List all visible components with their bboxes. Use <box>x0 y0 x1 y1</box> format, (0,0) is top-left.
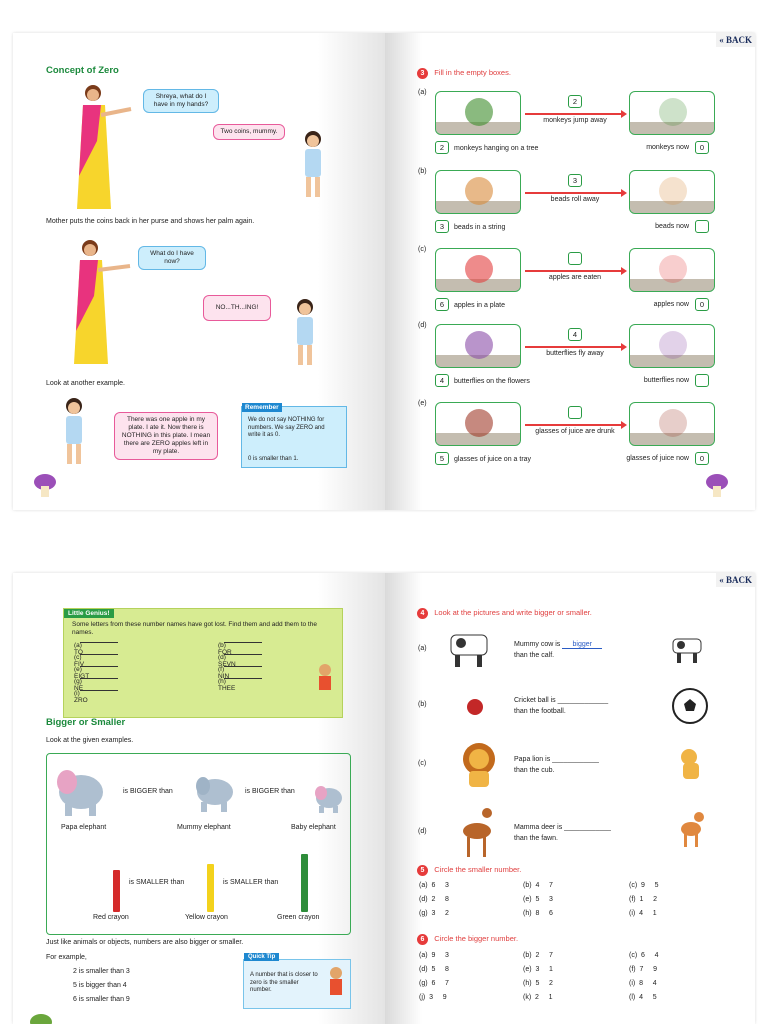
number-pair[interactable]: (i) 8 4 <box>629 980 657 987</box>
arrow-line <box>525 113 623 115</box>
question-number: 5 <box>417 865 428 876</box>
cricket-ball-icon <box>465 697 485 717</box>
boy-illustration <box>315 663 335 693</box>
right-text: monkeys now <box>646 144 689 151</box>
middle-number[interactable]: 2 <box>568 95 582 108</box>
blank-line[interactable] <box>80 654 118 655</box>
bigger-label-1: is BIGGER than <box>123 788 173 795</box>
number-pair[interactable]: (h) 8 6 <box>523 910 553 917</box>
mother-illustration <box>71 81 141 213</box>
question-4-header <box>417 608 592 619</box>
fawn-icon <box>675 807 707 849</box>
left-picture-panel <box>435 248 521 292</box>
action-text: butterflies fly away <box>546 350 604 357</box>
answer-field[interactable]: bigger <box>562 641 602 649</box>
middle-number[interactable]: 3 <box>568 174 582 187</box>
green-crayon-icon <box>301 854 308 912</box>
left-count <box>435 452 531 465</box>
question-line-2: than the fawn. <box>514 835 558 842</box>
right-count <box>695 298 709 311</box>
left-text: apples in a plate <box>454 302 505 309</box>
right-number-box[interactable] <box>695 374 709 387</box>
speech-bubble-mother-1: Shreya, what do I have in my hands? <box>143 89 219 113</box>
right-picture-panel <box>629 91 715 135</box>
number-pair[interactable]: (d) 5 8 <box>419 966 449 973</box>
section-intro: Look at the given examples. <box>46 737 134 744</box>
red-crayon-icon <box>113 870 120 912</box>
examples-box <box>46 753 351 935</box>
girl-illustration-2 <box>289 297 323 369</box>
arrow-line <box>525 424 623 426</box>
number-pair[interactable]: (c) 6 4 <box>629 952 659 959</box>
left-count <box>435 141 538 154</box>
right-number-box[interactable]: 0 <box>695 452 709 465</box>
number-pair[interactable]: (b) 2 7 <box>523 952 553 959</box>
right-text: apples now <box>653 301 689 308</box>
mushroom-icon <box>29 1013 53 1024</box>
number-pair[interactable]: (d) 2 8 <box>419 896 449 903</box>
right-picture-panel <box>629 248 715 292</box>
middle-number[interactable]: 4 <box>568 328 582 341</box>
left-number-box[interactable]: 2 <box>435 141 449 154</box>
arrow-line <box>525 270 623 272</box>
number-pair[interactable]: (i) 4 1 <box>629 910 657 917</box>
little-genius-box: Little Genius! Some letters from these number names have got lost. Find them and add them to the names. (a) TO (b) FOR (c) FIV (d) SEVN (e) EIGT (f) NIN (g) NE (h) THEE (i) ZRO <box>63 608 343 718</box>
question-number: 4 <box>417 608 428 619</box>
blank-line[interactable] <box>224 666 262 667</box>
left-number-box[interactable]: 4 <box>435 374 449 387</box>
middle-number-box[interactable] <box>568 174 582 187</box>
mamma-deer-icon <box>457 799 497 859</box>
row-label: (d) <box>418 828 427 835</box>
bottom-right-page <box>385 573 755 1024</box>
action-text: monkeys jump away <box>543 117 607 124</box>
calf-icon <box>667 631 715 667</box>
question-6-header <box>417 934 518 945</box>
smaller-label-1: is SMALLER than <box>129 879 185 886</box>
left-number-box[interactable]: 5 <box>435 452 449 465</box>
number-pair[interactable]: (c) 9 5 <box>629 882 659 889</box>
remember-box <box>241 406 347 468</box>
number-pair[interactable]: (g) 6 7 <box>419 980 449 987</box>
example-3: 6 is smaller than 9 <box>73 996 130 1003</box>
right-count <box>695 452 709 465</box>
papa-elephant-icon <box>53 762 109 818</box>
left-picture-panel <box>435 402 521 446</box>
speech-bubble-girl-1: Two coins, mummy. <box>213 124 285 140</box>
right-number-box[interactable]: 0 <box>695 298 709 311</box>
papa-elephant-label: Papa elephant <box>61 824 107 831</box>
row-label: (a) <box>418 89 427 96</box>
action-text: beads roll away <box>550 196 600 203</box>
middle-number-box[interactable] <box>568 328 582 341</box>
middle-number-box[interactable] <box>568 252 582 267</box>
remember-tag: Remember <box>242 403 282 412</box>
quick-tip-text: A number that is closer to zero is the smaller number. <box>250 972 318 993</box>
speech-bubble-girl-2: NO...TH...ING! <box>203 295 271 321</box>
question-text: Fill in the empty boxes. <box>434 68 511 77</box>
right-text: beads now <box>655 223 689 230</box>
speech-bubble-girl-3: There was one apple in my plate. I ate it. Now there is NOTHING in this plate. I mean there are ZERO apples left in my plate. <box>114 412 218 460</box>
girl-illustration-3 <box>58 396 92 468</box>
lion-cub-icon <box>675 747 707 783</box>
question-line: Cricket ball is _____________ <box>514 697 609 704</box>
yellow-crayon-icon <box>207 864 214 912</box>
middle-number[interactable] <box>568 406 582 419</box>
middle-number[interactable] <box>568 252 582 265</box>
question-line-2: than the football. <box>514 708 566 715</box>
mother-illustration-2 <box>68 236 138 368</box>
right-picture-panel <box>629 402 715 446</box>
top-left-page <box>13 33 385 510</box>
blank-line[interactable] <box>80 690 118 691</box>
number-pair[interactable]: (h) 5 2 <box>523 980 553 987</box>
row-label: (d) <box>418 322 427 329</box>
speech-bubble-mother-2: What do I have now? <box>138 246 206 270</box>
papa-lion-icon <box>457 741 501 789</box>
number-pair[interactable]: (b) 4 7 <box>523 882 553 889</box>
right-text: butterflies now <box>643 377 689 384</box>
right-count <box>695 141 709 154</box>
number-pair[interactable]: (f) 1 2 <box>629 896 658 903</box>
arrow-line <box>525 346 623 348</box>
number-pair[interactable]: (k) 2 1 <box>523 994 553 1001</box>
question-5-header <box>417 865 521 876</box>
number-pair[interactable]: (a) 6 3 <box>419 882 449 889</box>
question-line: Papa lion is ____________ <box>514 756 599 763</box>
blank-line[interactable] <box>224 642 262 643</box>
blank-line[interactable] <box>80 666 118 667</box>
little-genius-text: Some letters from these number names have got lost. Find them and add them to the names. <box>72 621 317 636</box>
left-picture-panel <box>435 91 521 135</box>
mushroom-icon <box>33 473 57 499</box>
question-text: Circle the smaller number. <box>434 865 522 874</box>
number-pair[interactable]: (j) 3 9 <box>419 994 447 1001</box>
question-line: Mummy cow is bigger <box>514 641 602 649</box>
left-count <box>435 374 530 387</box>
example-1: 2 is smaller than 3 <box>73 968 130 975</box>
baby-elephant-label: Baby elephant <box>291 824 336 831</box>
left-number-box[interactable]: 3 <box>435 220 449 233</box>
middle-number-box[interactable] <box>568 406 582 421</box>
left-text: monkeys hanging on a tree <box>454 145 539 152</box>
left-text: beads in a string <box>454 224 506 231</box>
remember-text-1: We do not say NOTHING for numbers. We say ZERO and write it as 0. <box>248 417 325 438</box>
right-text: glasses of juice now <box>626 455 689 462</box>
question-number: 3 <box>417 68 428 79</box>
number-pair[interactable]: (g) 3 2 <box>419 910 449 917</box>
football-icon <box>671 687 709 725</box>
blank-line[interactable] <box>224 678 262 679</box>
boy-icon <box>326 966 346 1002</box>
bottom-spread <box>13 573 755 1024</box>
number-pair[interactable]: (f) 7 9 <box>629 966 658 973</box>
number-pair[interactable]: (l) 4 5 <box>629 994 657 1001</box>
numbers-line: Just like animals or objects, numbers are also bigger or smaller. <box>46 939 244 946</box>
left-count <box>435 220 505 233</box>
mummy-elephant-label: Mummy elephant <box>177 824 231 831</box>
number-pair[interactable]: (e) 5 3 <box>523 896 553 903</box>
back-button[interactable]: « BACK <box>716 33 755 47</box>
blank-line[interactable] <box>80 678 118 679</box>
green-crayon-label: Green crayon <box>277 914 320 921</box>
number-pair[interactable]: (a) 9 3 <box>419 952 449 959</box>
question-number: 6 <box>417 934 428 945</box>
row-label: (e) <box>418 400 427 407</box>
right-picture-panel <box>629 170 715 214</box>
example-2: 5 is bigger than 4 <box>73 982 127 989</box>
question-text: Look at the pictures and write bigger or smaller. <box>434 608 592 617</box>
little-genius-tag: Little Genius! <box>64 609 114 618</box>
quick-tip-box <box>243 954 351 1009</box>
right-count <box>695 220 709 235</box>
top-right-page <box>385 33 755 510</box>
story-line-1: Mother puts the coins back in her purse and shows her palm again. <box>46 218 255 225</box>
left-number-box[interactable]: 6 <box>435 298 449 311</box>
page-title: Concept of Zero <box>46 65 119 76</box>
question-line-2: than the cub. <box>514 767 555 774</box>
remember-text-2: 0 is smaller than 1. <box>248 456 299 462</box>
middle-number-box[interactable] <box>568 95 582 108</box>
smaller-label-2: is SMALLER than <box>223 879 279 886</box>
left-picture-panel <box>435 170 521 214</box>
row-label: (c) <box>418 760 427 767</box>
for-example-label: For example, <box>46 954 87 961</box>
row-label: (b) <box>418 168 427 175</box>
action-text: apples are eaten <box>548 274 602 281</box>
quick-tip-tag: Quick Tip <box>244 953 279 961</box>
left-picture-panel <box>435 324 521 368</box>
question-text: Circle the bigger number. <box>434 934 519 943</box>
right-count <box>695 374 709 389</box>
left-text: glasses of juice on a tray <box>454 456 532 463</box>
story-line-2: Look at another example. <box>46 380 125 387</box>
action-text: glasses of juice are drunk <box>535 428 615 435</box>
number-pair[interactable]: (e) 3 1 <box>523 966 553 973</box>
baby-elephant-icon <box>311 782 347 814</box>
arrow-line <box>525 192 623 194</box>
back-button-2[interactable]: « BACK <box>716 573 755 587</box>
top-spread <box>13 33 755 510</box>
question-line: Mamma deer is ____________ <box>514 824 611 831</box>
bottom-left-page <box>13 573 385 1024</box>
right-picture-panel <box>629 324 715 368</box>
row-label: (c) <box>418 246 427 253</box>
bigger-label-2: is BIGGER than <box>245 788 295 795</box>
left-count <box>435 298 505 311</box>
girl-illustration <box>297 129 331 201</box>
mummy-elephant-icon <box>187 770 237 814</box>
mummy-cow-icon <box>445 623 495 669</box>
blank-line[interactable] <box>80 642 118 643</box>
left-text: butterflies on the flowers <box>454 378 530 385</box>
section-title: Bigger or Smaller <box>46 717 126 728</box>
right-number-box[interactable] <box>695 220 709 233</box>
yellow-crayon-label: Yellow crayon <box>185 914 228 921</box>
blank-line[interactable] <box>224 654 262 655</box>
mushroom-icon <box>705 473 729 499</box>
question-3-header <box>417 68 511 79</box>
question-line-2: than the calf. <box>514 652 555 659</box>
red-crayon-label: Red crayon <box>93 914 129 921</box>
row-label: (b) <box>418 701 427 708</box>
right-number-box[interactable]: 0 <box>695 141 709 154</box>
row-label: (a) <box>418 645 427 652</box>
